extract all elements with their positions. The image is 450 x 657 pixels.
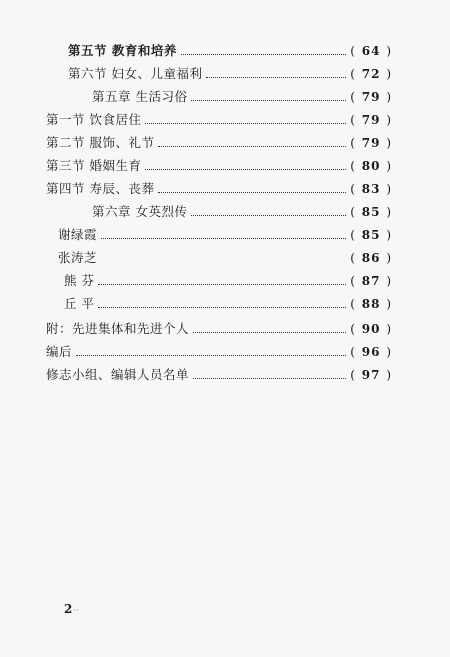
toc-page-number: 85 [361,228,381,242]
dot-leader [145,123,346,124]
toc-page-number: 88 [361,297,381,311]
toc-entry-page: ( 97 ) [350,368,392,382]
dot-leader [206,77,346,78]
toc-page-number: 80 [361,159,381,173]
toc-entry-page: ( 79 ) [350,113,392,127]
toc-entry-page: ( 79 ) [350,136,392,150]
toc-entry-title: 第四节 寿辰、丧葬 [46,181,155,196]
toc-entry [46,318,392,340]
toc-entry-page: ( 86 ) [350,251,392,265]
dot-leader [158,192,346,193]
toc-entry-page: ( 90 ) [350,322,392,336]
toc-entry-title: 第三节 婚姻生育 [46,158,142,173]
toc-page-number: 79 [361,136,381,150]
toc-entry [68,40,392,62]
toc-entry [68,63,392,85]
toc-entry-page: ( 83 ) [350,182,392,196]
dot-leader [191,215,346,216]
dot-leader [191,100,346,101]
dot-leader [193,378,346,379]
toc-entry [46,155,392,177]
toc-entry-page: ( 87 ) [350,274,392,288]
toc-entry [46,341,392,363]
toc-entry-title: 张涛芝 [58,250,98,265]
toc-entry [92,201,392,223]
toc-entry-title: 编后 [46,344,73,359]
toc-entry-title: 第二节 服饰、礼节 [46,135,155,150]
toc-entry-title: 修志小组、编辑人员名单 [46,367,190,382]
toc-entry-title: 第一节 饮食居住 [46,112,142,127]
toc-entry [46,364,392,386]
toc-entry-page: ( 88 ) [350,297,392,311]
toc-entry-title: 丘 平 [64,296,95,311]
toc-entry-page: ( 72 ) [350,67,392,81]
toc-page-number: 97 [361,368,381,382]
toc-entry [46,178,392,200]
toc-page-number: 72 [361,67,381,81]
dot-leader [76,355,346,356]
dot-leader [98,307,346,308]
toc-entry-page: ( 80 ) [350,159,392,173]
toc-page-number: 79 [361,113,381,127]
dot-leader [98,284,346,285]
toc-page-number: 64 [361,44,381,58]
page-number-marks: ·· [73,606,80,616]
toc-entry-title: 谢绿霞 [58,227,98,242]
dot-leader [181,54,346,55]
toc-page-number: 86 [361,251,381,265]
toc-entry-title: 第六章 女英烈传 [92,204,188,219]
toc-entry-page: ( 96 ) [350,345,392,359]
dot-leader [193,332,346,333]
toc-entry-title: 第五章 生活习俗 [92,89,188,104]
toc-page-number: 96 [361,345,381,359]
toc-page-number: 79 [361,90,381,104]
toc-entry-title: 第五节 教育和培养 [68,43,177,58]
dot-leader [101,238,346,239]
toc-page-number: 83 [361,182,381,196]
toc-page-number: 85 [361,205,381,219]
toc-entry [46,132,392,154]
toc-entry-page: ( 85 ) [350,205,392,219]
toc-entry [92,86,392,108]
page-number-value: 2 [64,602,73,616]
dot-leader [158,146,346,147]
toc-entry-title: 第六节 妇女、儿童福利 [68,66,203,81]
toc-entry-page: ( 85 ) [350,228,392,242]
toc-entry-page: ( 64 ) [350,44,392,58]
toc-entry [58,224,392,246]
toc-page-number: 90 [361,322,381,336]
toc-entry-page: ( 79 ) [350,90,392,104]
toc-entry-title: 附：先进集体和先进个人 [46,321,190,336]
toc-entry [64,293,392,315]
page-number [64,602,79,616]
toc-entry [64,270,392,292]
toc-entry [46,109,392,131]
dot-leader [145,169,346,170]
toc-entry [58,247,392,269]
toc-entry-title: 熊 芬 [64,273,95,288]
toc-page-number: 87 [361,274,381,288]
